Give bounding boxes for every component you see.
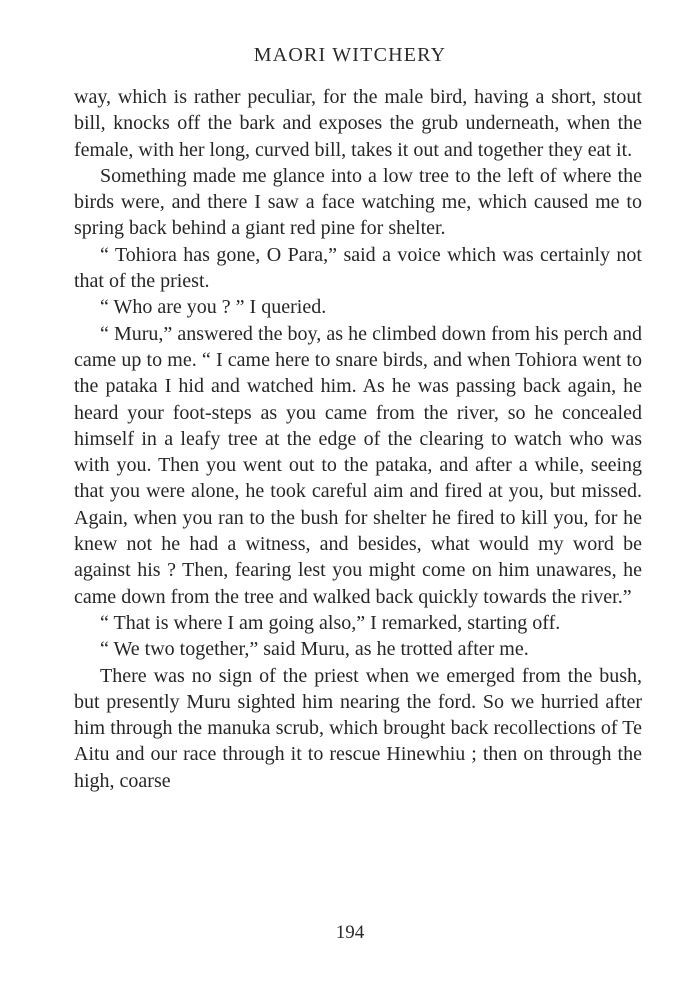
- page-body: [74, 84, 642, 794]
- paragraph: Something made me glance into a low tree to the left of where the birds were, and there I saw a face watching me, which caused me to spring back behind a giant red pine for shelter.: [74, 164, 642, 240]
- paragraph-continued: way, which is rather peculiar, for the male bird, having a short, stout bill, knocks off the bark and exposes the grub underneath, when the female, with her long, curved bill, takes it out and together they eat it.: [74, 86, 642, 161]
- running-title: MAORI WITCHERY: [253, 44, 447, 66]
- paragraph: “ We two together,” said Muru, as he trotted after me.: [100, 638, 529, 661]
- page-number: 194: [335, 922, 365, 943]
- paragraph: “ Tohiora has gone, O Para,” said a voice which was certainly not that of the priest.: [74, 243, 642, 293]
- paragraph: “ Muru,” answered the boy, as he climbed down from his perch and came up to me. “ I came here to snare birds, and when Tohiora went to the pataka I hid and watched him. As he was passing back again, he heard your foot-steps as you came from the river, so he concealed himself in a leafy tree at the edge of the clearing to watch who was with you. Then you went out to the pataka, and after a while, seeing that you were alone, he took careful aim and fired at you, but missed. Again, when you ran to the bush for shelter he fired to kill you, for he knew not he had a witness, and besides, what would my word be against his ? Then, fearing lest you might come on him unawares, he came down from the tree and walked back quickly towards the river.”: [74, 322, 642, 608]
- paragraph: “ Who are you ? ” I queried.: [100, 296, 327, 319]
- paragraph: “ That is where I am going also,” I remarked, starting off.: [100, 611, 561, 634]
- paragraph: There was no sign of the priest when we emerged from the bush, but presently Muru sighted him nearing the ford. So we hurried after him through the manuka scrub, which brought back recollections of Te Aitu and our race through it to rescue Hinewhiu ; then on through the high, coarse: [74, 664, 642, 792]
